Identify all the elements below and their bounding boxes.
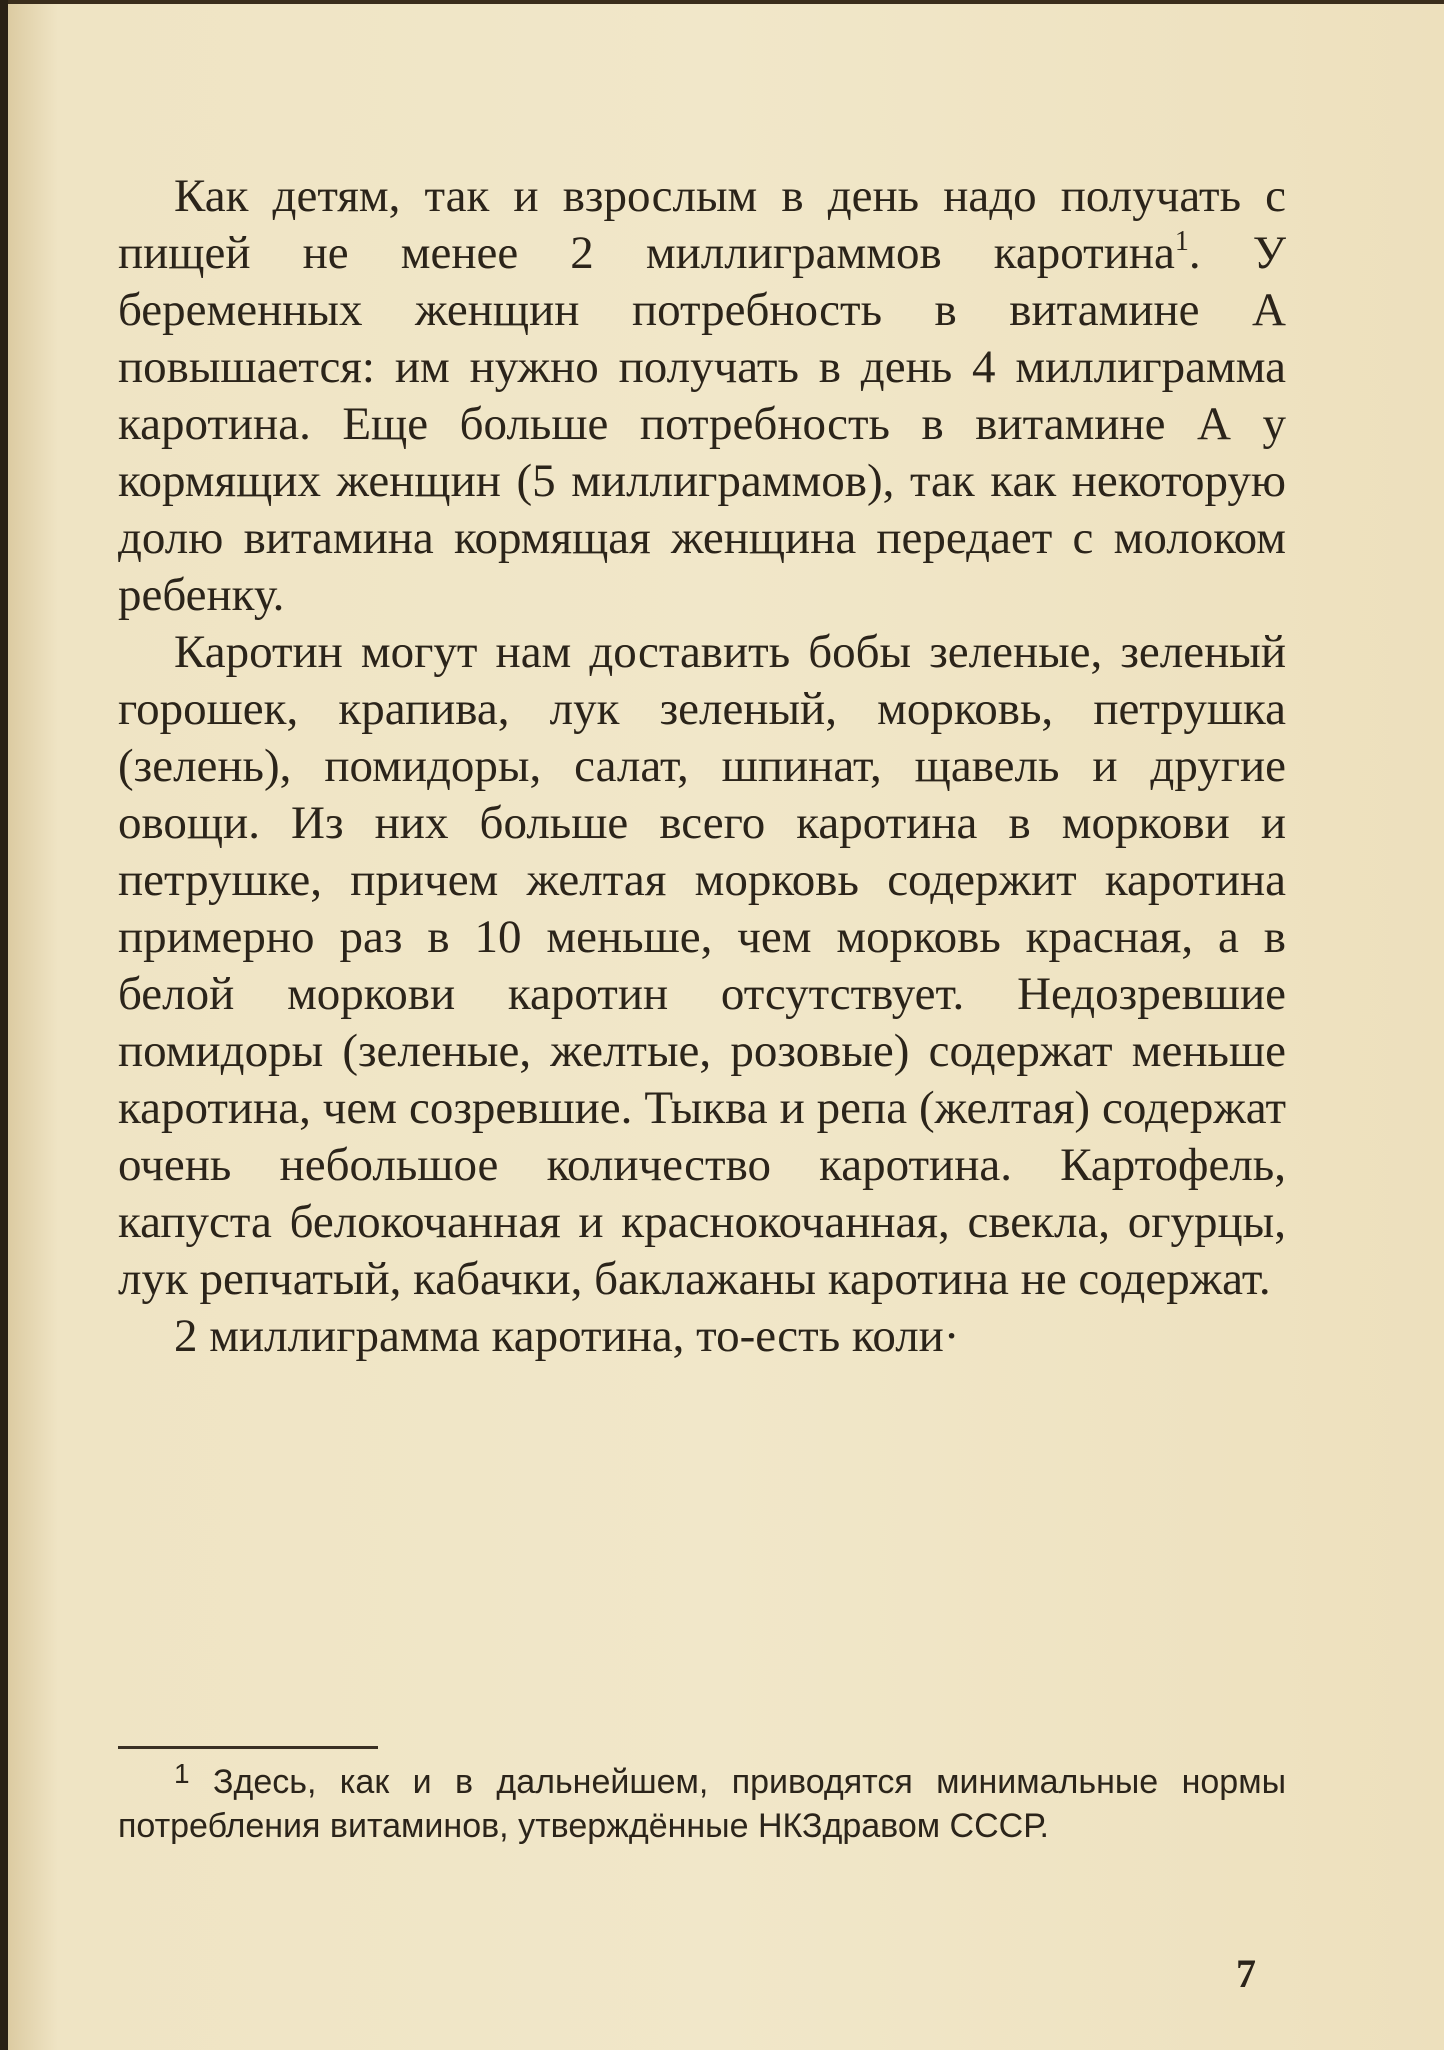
paragraph-3: 2 миллиграмма каротина, то-есть коли·: [174, 1310, 960, 1362]
paragraph-1: [118, 168, 1286, 624]
page-spine-edge: [0, 0, 8, 2050]
page-top-edge: [0, 0, 1444, 4]
paragraph-1-text-before: Как детям, так и взрослым в день надо получать с пищей не менее 2 миллиграммов каротина: [118, 170, 1286, 279]
footnote-rule: [118, 1746, 378, 1749]
paragraph-1-text-after: . У беременных женщин потребность в витамине А повышается: им нужно получать в день 4 миллиграмма каротина. Еще больше потребность в витамине А у кормящих женщин (5 миллиграммов), так как некоторую долю витамина кормящая женщина передает с молоком ребенку.: [118, 227, 1286, 621]
footnote-mark: 1: [174, 1758, 190, 1789]
footnote-reference: 1: [1174, 226, 1189, 257]
footnote: [118, 1760, 1286, 1848]
page-number: 7: [1236, 1951, 1256, 1996]
main-text: [118, 168, 1286, 1365]
paragraph-2: Каротин могут нам доставить бобы зеленые, зеленый горошек, крапива, лук зеленый, морковь, петрушка (зелень), помидоры, салат, шпинат, щавель и другие овощи. Из них больше всего каротина в моркови и петрушке, причем желтая морковь содержит каротина примерно раз в 10 меньше, чем морковь красная, а в белой моркови каротин отсутствует. Недозревшие помидоры (зеленые, желтые, розовые) содержат меньше каротина, чем созревшие. Тыква и репа (желтая) содержат очень небольшое количество каротина. Картофель, капуста белокочанная и краснокочанная, свекла, огурцы, лук репчатый, кабачки, баклажаны каротина не содержат.: [118, 626, 1286, 1305]
footnote-text: Здесь, как и в дальнейшем, приводятся минимальные нормы потребления витаминов, утверждённые НКЗдравом СССР.: [118, 1763, 1287, 1845]
